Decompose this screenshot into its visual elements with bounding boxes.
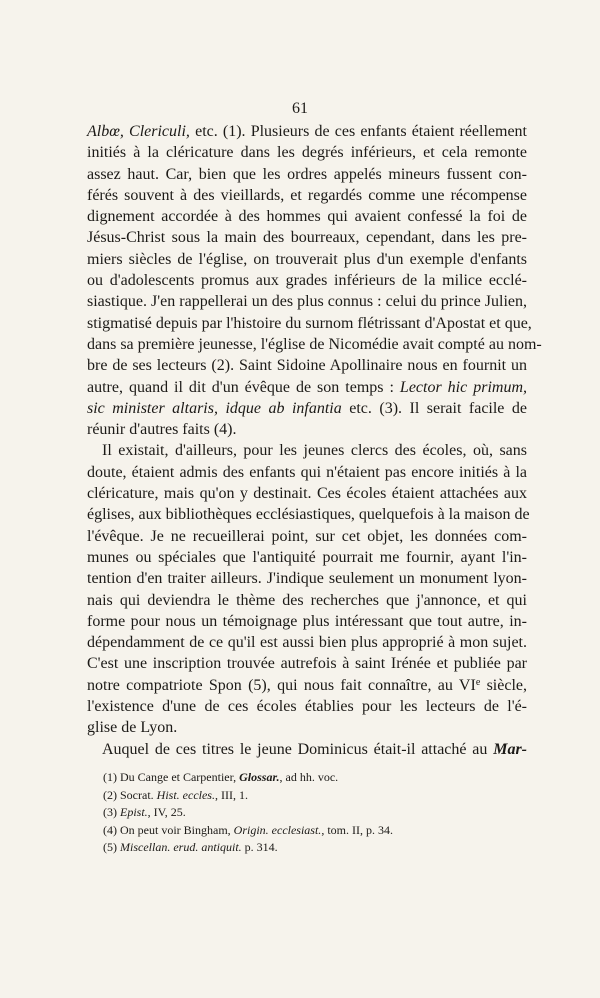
text-line: sic minister altaris, idque ab infantia etc. (3). Il serait facile de [87, 399, 527, 417]
text-line: Albœ, Clericuli, etc. (1). Plusieurs de ces enfants étaient réellement [87, 123, 527, 140]
text-line: Auquel de ces titres le jeune Dominicus était-il attaché au Mar- [102, 740, 527, 758]
footnote-2: (2) Socrat. Hist. eccles., III, 1. [103, 787, 248, 802]
footnote-1: (1) Du Cange et Carpentier, Glossar., ad hh. voc. [103, 770, 339, 784]
text-line: bre de ses lecteurs (2). Saint Sidoine Apollinaire nous en fournit un [87, 357, 527, 375]
text-line: cléricature, mais qu'on y destinait. Ces écoles étaient attachées aux [87, 485, 527, 503]
footnote-3: (3) Epist., IV, 25. [103, 805, 186, 820]
text-line: C'est une inscription trouvée autrefois à saint Irénée et publiée par [87, 655, 527, 673]
text-line: Il existait, d'ailleurs, pour les jeunes clercs des écoles, où, sans [102, 442, 527, 460]
text-line: églises, aux bibliothèques ecclésiastiques, quelquefois à la maison de [87, 506, 530, 524]
text-line: férés souvent à des vieillards, et regardés comme une récompense [87, 186, 527, 204]
text-line: siastique. J'en rappellerai un des plus connus : celui du prince Julien, [87, 293, 527, 311]
text-line: notre compatriote Spon (5), qui nous fait connaître, au VIe siècle, [87, 676, 527, 694]
latin-quote: sic minister altaris, idque ab infantia [87, 399, 342, 417]
text-line: glise de Lyon. [87, 719, 178, 737]
text-line: nais qui deviendra le thème des recherches que j'annonce, et qui [87, 591, 527, 609]
text-line: tention d'en traiter ailleurs. J'indique seulement un monument lyon- [87, 570, 527, 588]
italic-term: Mar- [493, 740, 527, 758]
text-line: forme pour nous un témoignage plus intéressant que tout autre, in- [87, 612, 527, 630]
text-line: doute, étaient admis des enfants qui n'étaient pas encore initiés à la [87, 463, 527, 481]
text-line: initiés à la cléricature dans les degrés inférieurs, et cela remonte [87, 144, 527, 162]
paragraph-2 [87, 440, 530, 738]
body-text [87, 121, 542, 760]
text-line: l'existence d'une de ces écoles établies pour les lecteurs de l'é- [87, 698, 527, 716]
text-line: autre, quand il dit d'un évêque de son temps : Lector hic primum, [87, 378, 527, 396]
italic-term: Albœ, Clericuli, [87, 123, 190, 140]
footnote-4: (4) On peut voir Bingham, Origin. ecclesiast., tom. II, p. 34. [103, 822, 393, 837]
footnote-5: (5) Miscellan. erud. antiquit. p. 314. [103, 840, 278, 855]
text-line: dépendamment de ce qu'il est aussi bien plus approprié à mon sujet. [87, 634, 527, 652]
latin-quote: Lector hic primum, [399, 378, 527, 396]
text-line: ou d'adolescents promus aux grades inférieurs de la milice ecclé- [87, 272, 527, 290]
paragraph-3 [87, 739, 527, 760]
text-line: l'évêque. Je ne recueillerai point, sur cet objet, les données com- [87, 527, 527, 545]
text-line: miers siècles de l'église, on trouverait plus d'un exemple d'enfants [87, 250, 527, 268]
text-line: Jésus-Christ sous la main des bourreaux, cependant, dans les pre- [87, 229, 527, 247]
text-line: munes ou spéciales que l'antiquité pourrait me fournir, ayant l'in- [87, 548, 527, 566]
superscript: e [475, 676, 481, 688]
text-line: dignement accordée à des hommes qui avaient confessé la foi de [87, 208, 527, 226]
text-line: stigmatisé depuis par l'histoire du surnom flétrissant d'Apostat et que, [87, 314, 532, 332]
paragraph-1 [87, 121, 542, 440]
page-number: 61 [292, 100, 308, 117]
footnotes [103, 769, 523, 857]
text-line: assez haut. Car, bien que les ordres appelés mineurs fussent con- [87, 165, 527, 183]
text-line: dans sa première jeunesse, l'église de Nicomédie avait compté au nom- [87, 335, 542, 353]
text-line: réunir d'autres faits (4). [87, 421, 237, 439]
